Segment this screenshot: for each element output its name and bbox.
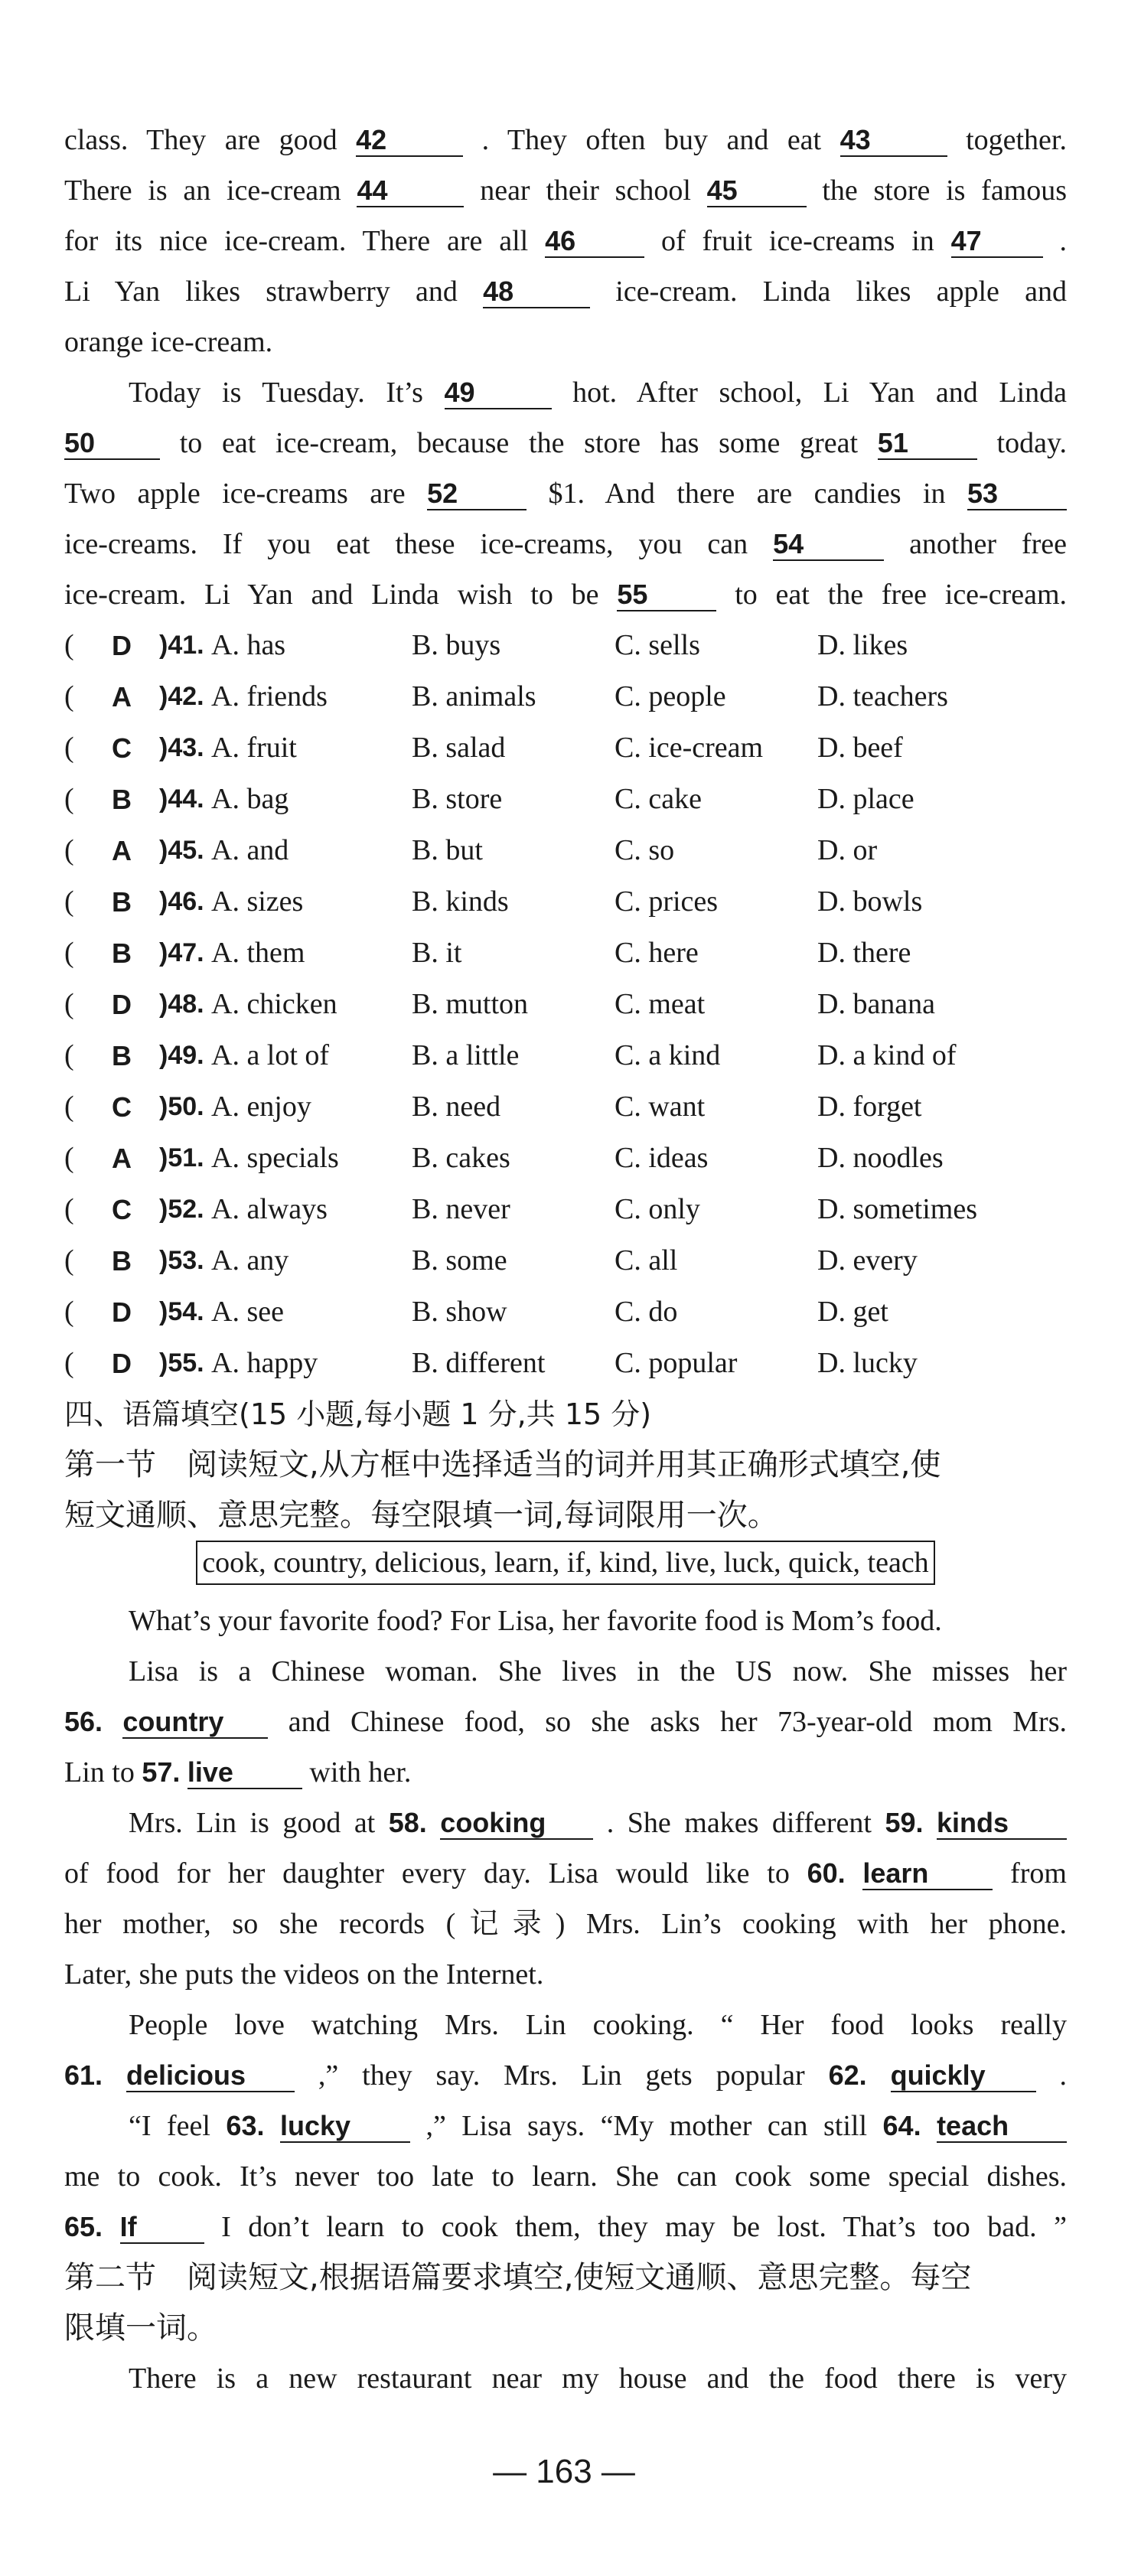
option-b: B. mutton <box>412 988 529 1020</box>
option-c: C. popular <box>615 1347 738 1379</box>
spacer <box>147 1133 159 1184</box>
question-number: )44. <box>159 784 204 814</box>
option-b: B. cakes <box>412 1142 510 1174</box>
cloze-line: for its nice ice-cream. There are all 46 of fruit ice-creams in 47 . <box>64 225 1068 257</box>
choice-question-row <box>64 620 1067 671</box>
question-number: )50. <box>159 1092 204 1121</box>
choice-question-row <box>64 774 1067 825</box>
worksheet-page <box>64 115 1067 2404</box>
answer-blank-44: 44 <box>357 175 464 207</box>
instruction-line: 限填一词。 <box>64 2310 217 2346</box>
answer-blank-56: country <box>122 1707 268 1739</box>
option-d: D. lucky <box>817 1347 918 1379</box>
answer-letter: C <box>112 1091 132 1123</box>
question-number: )53. <box>159 1246 204 1275</box>
option-c: C. here <box>615 937 699 969</box>
spacer <box>147 825 159 876</box>
spacer <box>147 928 159 979</box>
instruction-line: 短文通顺、意思完整。每空限填一词,每词限用一次。 <box>64 1498 778 1533</box>
option-d: D. bowls <box>817 885 923 918</box>
open-paren: ( <box>64 1039 74 1071</box>
option-d: D. likes <box>817 629 908 661</box>
spacer <box>147 620 159 671</box>
passage-line: 61. delicious ,” they say. Mrs. Lin gets popular 62. quickly . <box>64 2059 1067 2092</box>
instruction-line: 第一节 阅读短文,从方框中选择适当的词并用其正确形式填空,使 <box>64 1447 941 1482</box>
question-number: )43. <box>159 733 204 762</box>
section-heading: 四、语篇填空(15 小题,每小题 1 分,共 15 分) <box>64 1397 652 1431</box>
choice-question-row <box>64 1184 1067 1235</box>
option-c: C. ice-cream <box>615 732 764 764</box>
question-number: )49. <box>159 1041 204 1070</box>
option-d: D. place <box>817 783 914 815</box>
cloze-line: ice-creams. If you eat these ice-creams, you can 54 another free <box>64 528 1067 560</box>
word-box-container <box>64 1541 1067 1596</box>
spacer <box>147 1235 159 1286</box>
answer-letter: C <box>112 732 132 764</box>
question-number: )42. <box>159 682 204 711</box>
answer-letter: B <box>112 784 132 815</box>
cloze-line: orange ice-cream. <box>64 326 273 358</box>
answer-blank-47: 47 <box>951 226 1043 258</box>
open-paren: ( <box>64 1244 74 1277</box>
open-paren: ( <box>64 834 74 866</box>
answer-blank-52: 52 <box>427 478 527 510</box>
answer-blank-43: 43 <box>840 125 947 157</box>
question-number: )41. <box>159 631 204 660</box>
spacer <box>147 671 159 722</box>
option-a: A. them <box>211 937 305 969</box>
question-number: )52. <box>159 1195 204 1224</box>
option-c: C. prices <box>615 885 719 918</box>
open-paren: ( <box>64 937 74 969</box>
open-paren: ( <box>64 1091 74 1123</box>
option-d: D. a kind of <box>817 1039 957 1071</box>
option-a: A. always <box>211 1193 328 1225</box>
question-number: )51. <box>159 1143 204 1172</box>
option-b: B. buys <box>412 629 501 661</box>
cloze-line: Today is Tuesday. It’s 49 hot. After school, Li Yan and Linda <box>129 377 1067 409</box>
choice-options-list <box>64 620 1067 1389</box>
option-b: B. need <box>412 1091 501 1123</box>
choice-question-row <box>64 671 1067 722</box>
answer-blank-58: cooking <box>440 1808 593 1840</box>
option-d: D. teachers <box>817 680 948 712</box>
open-paren: ( <box>64 1193 74 1225</box>
answer-letter: B <box>112 1040 132 1071</box>
choice-question-row <box>64 1286 1067 1338</box>
choice-question-row <box>64 928 1067 979</box>
passage-line: 56. country and Chinese food, so she asks her 73-year-old mom Mrs. <box>64 1706 1068 1738</box>
answer-blank-59: kinds <box>937 1808 1067 1840</box>
open-paren: ( <box>64 629 74 661</box>
option-a: A. see <box>211 1296 284 1328</box>
question-number: )46. <box>159 887 204 916</box>
question-number: )48. <box>159 990 204 1019</box>
answer-blank-62: quickly <box>891 2060 1036 2092</box>
passage-line: What’s your favorite food? For Lisa, her favorite food is Mom’s food. <box>129 1605 942 1637</box>
passage-line: People love watching Mrs. Lin cooking. “ Her food looks really <box>129 2009 1067 2041</box>
option-d: D. sometimes <box>817 1193 977 1225</box>
open-paren: ( <box>64 1296 74 1328</box>
answer-blank-51: 51 <box>878 428 977 460</box>
choice-question-row <box>64 1133 1067 1184</box>
answer-blank-48: 48 <box>483 276 590 308</box>
spacer <box>147 979 159 1030</box>
answer-letter: D <box>112 989 132 1020</box>
option-a: A. chicken <box>211 988 337 1020</box>
answer-letter: D <box>112 1296 132 1328</box>
spacer <box>147 1338 159 1389</box>
answer-blank-46: 46 <box>545 226 644 258</box>
option-d: D. beef <box>817 732 903 764</box>
open-paren: ( <box>64 732 74 764</box>
option-b: B. show <box>412 1296 507 1328</box>
open-paren: ( <box>64 988 74 1020</box>
option-d: D. banana <box>817 988 936 1020</box>
option-a: A. a lot of <box>211 1039 330 1071</box>
spacer <box>147 876 159 928</box>
option-d: D. or <box>817 834 878 866</box>
option-b: B. kinds <box>412 885 509 918</box>
answer-blank-49: 49 <box>445 377 552 409</box>
answer-letter: C <box>112 1194 132 1225</box>
answer-blank-61: delicious <box>126 2060 295 2092</box>
passage-line: Later, she puts the videos on the Internet. <box>64 1958 544 1991</box>
answer-letter: D <box>112 1348 132 1379</box>
option-c: C. cake <box>615 783 702 815</box>
option-a: A. sizes <box>211 885 304 918</box>
answer-letter: D <box>112 630 132 661</box>
spacer <box>147 1030 159 1081</box>
option-b: B. never <box>412 1193 510 1225</box>
option-d: D. every <box>817 1244 918 1277</box>
passage-line: There is a new restaurant near my house and the food there is very <box>129 2362 1067 2395</box>
option-c: C. only <box>615 1193 700 1225</box>
passage-line: of food for her daughter every day. Lisa would like to 60. learn from <box>64 1857 1067 1890</box>
answer-letter: B <box>112 886 132 918</box>
option-b: B. salad <box>412 732 506 764</box>
option-b: B. it <box>412 937 462 969</box>
spacer <box>147 1081 159 1133</box>
option-b: B. store <box>412 783 503 815</box>
open-paren: ( <box>64 783 74 815</box>
cloze-line: class. They are good 42 . They often buy and eat 43 together. <box>64 124 1067 156</box>
question-number: )47. <box>159 938 204 967</box>
answer-blank-64: teach <box>937 2111 1067 2143</box>
answer-blank-50: 50 <box>64 428 160 460</box>
answer-blank-55: 55 <box>617 579 716 611</box>
choice-question-row <box>64 1235 1067 1286</box>
passage-line: Mrs. Lin is good at 58. cooking . She makes different 59. kinds <box>64 1798 1067 1848</box>
option-a: A. enjoy <box>211 1091 311 1123</box>
answer-letter: A <box>112 1143 132 1174</box>
option-c: C. sells <box>615 629 700 661</box>
answer-letter: A <box>112 681 132 712</box>
option-c: C. want <box>615 1091 706 1123</box>
passage-line: Lin to 57. live with her. <box>64 1756 412 1789</box>
option-c: C. people <box>615 680 726 712</box>
answer-letter: B <box>112 937 132 969</box>
passage-line: Lisa is a Chinese woman. She lives in the US now. She misses her <box>129 1655 1067 1687</box>
passage-line: “I feel 63. lucky ,” Lisa says. “My mother can still 64. teach <box>64 2101 1067 2151</box>
choice-question-row <box>64 1081 1067 1133</box>
cloze-line: There is an ice-cream 44 near their school 45 the store is famous <box>64 174 1068 207</box>
option-d: D. noodles <box>817 1142 944 1174</box>
answer-blank-42: 42 <box>356 125 463 157</box>
passage-line: me to cook. It’s never too late to learn. She can cook some special dishes. <box>64 2160 1067 2193</box>
choice-question-row <box>64 979 1067 1030</box>
answer-blank-54: 54 <box>773 529 884 561</box>
option-d: D. forget <box>817 1091 922 1123</box>
spacer <box>147 774 159 825</box>
answer-blank-45: 45 <box>707 175 807 207</box>
option-d: D. there <box>817 937 911 969</box>
cloze-line: 50 to eat ice-cream, because the store has some great 51 today. <box>64 427 1067 459</box>
option-a: A. and <box>211 834 289 866</box>
choice-question-row <box>64 825 1067 876</box>
option-a: A. friends <box>211 680 328 712</box>
cloze-line: Two apple ice-creams are 52 $1. And there are candies in 53 <box>64 468 1067 519</box>
option-a: A. has <box>211 629 286 661</box>
spacer <box>147 1286 159 1338</box>
choice-question-row <box>64 1030 1067 1081</box>
option-b: B. but <box>412 834 483 866</box>
open-paren: ( <box>64 1142 74 1174</box>
answer-blank-57: live <box>187 1757 302 1789</box>
choice-question-row <box>64 876 1067 928</box>
option-a: A. fruit <box>211 732 297 764</box>
answer-letter: A <box>112 835 132 866</box>
spacer <box>147 1184 159 1235</box>
page-number: — 163 — <box>493 2453 635 2490</box>
choice-question-row <box>64 1338 1067 1389</box>
open-paren: ( <box>64 885 74 918</box>
open-paren: ( <box>64 680 74 712</box>
option-b: B. some <box>412 1244 507 1277</box>
option-b: B. animals <box>412 680 536 712</box>
answer-blank-65: If <box>120 2212 204 2244</box>
option-c: C. meat <box>615 988 706 1020</box>
answer-blank-53: 53 <box>967 478 1067 510</box>
option-d: D. get <box>817 1296 888 1328</box>
option-c: C. ideas <box>615 1142 709 1174</box>
open-paren: ( <box>64 1347 74 1379</box>
passage-line: her mother, so she records (记录) Mrs. Lin’s cooking with her phone. <box>64 1908 1067 1940</box>
choice-question-row <box>64 722 1067 774</box>
option-a: A. any <box>211 1244 289 1277</box>
question-number: )55. <box>159 1348 204 1378</box>
answer-blank-63: lucky <box>280 2111 410 2143</box>
option-c: C. all <box>615 1244 678 1277</box>
option-a: A. specials <box>211 1142 339 1174</box>
passage-line: 65. If I don’t learn to cook them, they may be lost. That’s too bad. ” <box>64 2211 1067 2243</box>
answer-blank-60: learn <box>862 1858 993 1890</box>
question-number: )45. <box>159 836 204 865</box>
question-number: )54. <box>159 1297 204 1326</box>
option-a: A. happy <box>211 1347 318 1379</box>
answer-letter: B <box>112 1245 132 1277</box>
spacer <box>147 722 159 774</box>
word-box: cook, country, delicious, learn, if, kind, live, luck, quick, teach <box>196 1541 934 1585</box>
option-c: C. a kind <box>615 1039 721 1071</box>
option-b: B. different <box>412 1347 546 1379</box>
instruction-line: 第二节 阅读短文,根据语篇要求填空,使短文通顺、意思完整。每空 <box>64 2260 972 2295</box>
cloze-line: ice-cream. Li Yan and Linda wish to be 55 to eat the free ice-cream. <box>64 579 1068 611</box>
option-c: C. do <box>615 1296 678 1328</box>
option-a: A. bag <box>211 783 289 815</box>
option-c: C. so <box>615 834 675 866</box>
cloze-line: Li Yan likes strawberry and 48 ice-cream. Linda likes apple and <box>64 276 1067 308</box>
option-b: B. a little <box>412 1039 520 1071</box>
